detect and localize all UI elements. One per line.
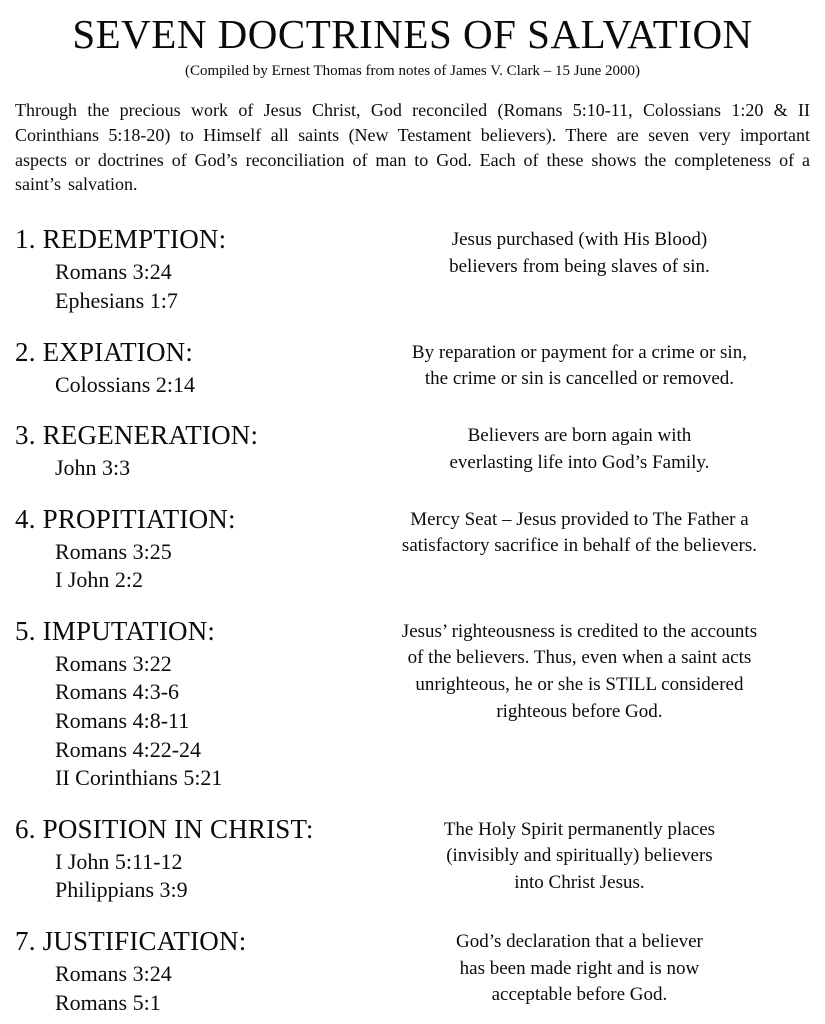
description-line: into Christ Jesus. (514, 872, 645, 894)
scripture-reference: Romans 5:1 (55, 989, 161, 1015)
scripture-reference: John 3:3 (55, 455, 131, 481)
scripture-references (15, 538, 349, 595)
description-line: righteous before God. (496, 700, 663, 722)
scripture-references (15, 960, 349, 1017)
doctrine-description (349, 337, 810, 393)
doctrine-description (349, 616, 810, 725)
doctrine-left-column (15, 814, 349, 905)
scripture-reference: Philippians 3:9 (55, 877, 188, 903)
doctrine-description (349, 420, 810, 476)
doctrine-description (349, 926, 810, 1009)
doctrine-item-justification (15, 926, 810, 1017)
description-line: everlasting life into God’s Family. (449, 451, 710, 473)
description-line: has been made right and is now (459, 957, 700, 979)
scripture-reference: Romans 4:3-6 (55, 679, 180, 705)
doctrine-heading: 7. JUSTIFICATION: (15, 926, 247, 957)
doctrine-item-imputation (15, 616, 810, 793)
doctrine-description (349, 224, 810, 280)
description-line: Jesus purchased (with His Blood) (451, 229, 708, 251)
scripture-reference: Romans 4:22-24 (55, 736, 202, 762)
scripture-references (15, 848, 349, 905)
doctrine-heading: 4. PROPITIATION: (15, 503, 236, 534)
description-line: The Holy Spirit permanently places (443, 818, 716, 840)
scripture-references (15, 650, 349, 793)
scripture-reference: Romans 3:24 (55, 259, 172, 285)
doctrine-left-column (15, 224, 349, 315)
doctrine-description (349, 504, 810, 560)
scripture-reference: Romans 3:25 (55, 538, 172, 564)
scripture-references (15, 371, 349, 400)
description-line: of the believers. Thus, even when a saint acts (407, 647, 752, 669)
scripture-reference: Romans 4:8-11 (55, 708, 190, 734)
page-title: SEVEN DOCTRINES OF SALVATION (72, 11, 753, 57)
scripture-reference: I John 5:11-12 (55, 848, 183, 874)
description-line: (invisibly and spiritually) believers (446, 845, 713, 867)
scripture-reference: I John 2:2 (55, 567, 143, 593)
doctrine-left-column (15, 420, 349, 483)
intro-paragraph: Through the precious work of Jesus Christ, God reconciled (Romans 5:10-11, Colossians 1:20 & II Corinthians 5:18-20) to Himself all saints (New Testament believers). There are seven very important aspects or doctrines of God’s reconciliation of man to God. Each of these shows the completeness of a saint’s salvation. (15, 100, 810, 195)
scripture-reference: Ephesians 1:7 (55, 287, 178, 313)
doctrine-left-column (15, 504, 349, 595)
doctrine-description (349, 814, 810, 897)
description-line: the crime or sin is cancelled or removed. (424, 368, 735, 390)
scripture-reference: II Corinthians 5:21 (55, 765, 223, 791)
doctrine-heading: 6. POSITION IN CHRIST: (15, 813, 314, 844)
doctrine-item-redemption (15, 224, 810, 315)
doctrine-left-column (15, 337, 349, 400)
description-line: Mercy Seat – Jesus provided to The Father a (410, 508, 749, 530)
scripture-reference: Romans 3:24 (55, 961, 172, 987)
scripture-reference: Colossians 2:14 (55, 371, 195, 397)
description-line: unrighteous, he or she is STILL considered (415, 674, 744, 696)
doctrine-heading: 1. REDEMPTION: (15, 224, 227, 255)
doctrine-left-column (15, 616, 349, 793)
doctrine-item-propitiation (15, 504, 810, 595)
description-line: acceptable before God. (491, 984, 668, 1006)
description-line: Believers are born again with (467, 425, 692, 447)
scripture-references (15, 454, 349, 483)
doctrine-heading: 2. EXPIATION: (15, 336, 194, 367)
doctrine-item-regeneration (15, 420, 810, 483)
description-line: believers from being slaves of sin. (449, 255, 710, 277)
page-subtitle: (Compiled by Ernest Thomas from notes of James V. Clark – 15 June 2000) (185, 63, 640, 79)
doctrine-heading: 3. REGENERATION: (15, 420, 259, 451)
description-line: God’s declaration that a believer (455, 931, 703, 953)
scripture-references (15, 258, 349, 315)
doctrine-item-expiation (15, 337, 810, 400)
description-line: By reparation or payment for a crime or sin, (411, 341, 747, 363)
description-line: Jesus’ righteousness is credited to the accounts (401, 620, 758, 642)
doctrine-item-position-in-christ (15, 814, 810, 905)
description-line: satisfactory sacrifice in behalf of the believers. (401, 535, 757, 557)
doctrine-heading: 5. IMPUTATION: (15, 615, 216, 646)
scripture-reference: Romans 3:22 (55, 650, 172, 676)
doctrine-left-column (15, 926, 349, 1017)
